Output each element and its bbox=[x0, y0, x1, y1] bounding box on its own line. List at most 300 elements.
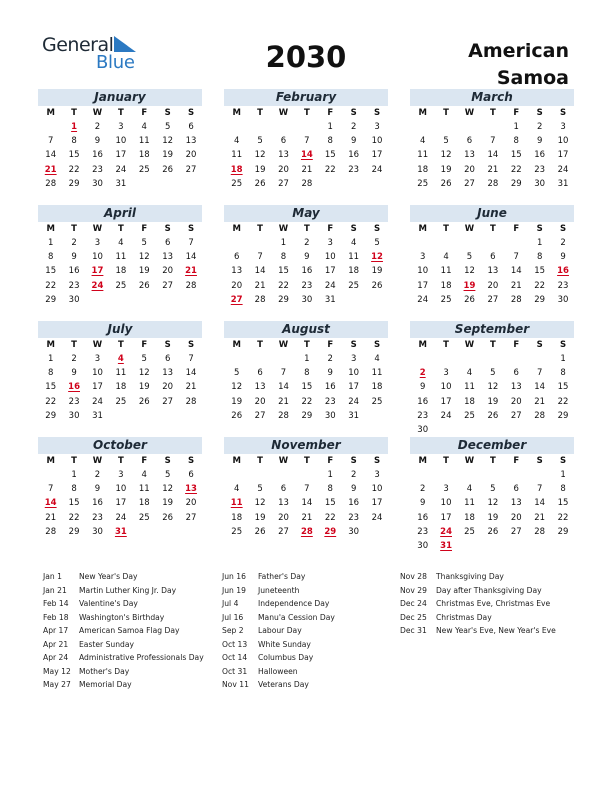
holiday-date: Apr 17 bbox=[43, 626, 69, 635]
day: 2 bbox=[94, 470, 101, 480]
day: 5 bbox=[257, 484, 263, 495]
day: 26 bbox=[138, 396, 150, 407]
month-header: January bbox=[38, 89, 202, 106]
holiday-day: 16 bbox=[557, 266, 569, 277]
day: 6 bbox=[513, 368, 519, 379]
day: 15 bbox=[324, 150, 336, 161]
weekday-label: T bbox=[257, 108, 263, 118]
day: 10 bbox=[440, 498, 452, 509]
weekday-label: S bbox=[373, 224, 381, 234]
day: 27 bbox=[510, 410, 522, 421]
day: 9 bbox=[71, 252, 77, 263]
day: 13 bbox=[254, 382, 266, 393]
holiday-date: Jan 21 bbox=[43, 585, 67, 595]
day: 28 bbox=[534, 410, 546, 421]
day: 31 bbox=[557, 178, 569, 189]
holiday-date: Apr 24 bbox=[43, 653, 69, 662]
empty-day bbox=[272, 352, 295, 366]
empty-day bbox=[248, 120, 271, 134]
holiday-day: 11 bbox=[230, 498, 243, 509]
holiday-date: Jan 1 bbox=[43, 572, 62, 581]
day: 9 bbox=[419, 498, 426, 509]
month-header: August bbox=[224, 321, 388, 338]
day: 9 bbox=[94, 484, 101, 495]
holiday-entry bbox=[400, 624, 556, 638]
day: 18 bbox=[371, 382, 383, 393]
day: 30 bbox=[348, 526, 360, 537]
day: 28 bbox=[45, 526, 57, 537]
day: 5 bbox=[257, 136, 263, 147]
weekday-label: F bbox=[513, 456, 520, 466]
weekday-label: S bbox=[559, 456, 567, 466]
holiday-name: American Samoa Flag Day bbox=[79, 626, 180, 635]
holiday-date: Dec 24 bbox=[400, 599, 427, 608]
day: 21 bbox=[487, 164, 499, 175]
day: 27 bbox=[185, 512, 197, 523]
month-march bbox=[410, 89, 574, 191]
country-line-1: American bbox=[468, 40, 569, 62]
day: 1 bbox=[304, 354, 310, 364]
weekday-label: F bbox=[513, 340, 520, 350]
day: 23 bbox=[534, 164, 546, 175]
weekday-label: S bbox=[373, 108, 381, 118]
day: 11 bbox=[417, 150, 429, 161]
holiday-entry bbox=[222, 597, 335, 611]
day: 31 bbox=[92, 410, 103, 421]
day: 22 bbox=[324, 512, 336, 523]
month-header: February bbox=[224, 89, 388, 106]
holiday-name: Christmas Eve, Christmas Eve bbox=[436, 599, 551, 608]
day: 8 bbox=[71, 484, 77, 495]
holiday-day: 29 bbox=[324, 526, 337, 537]
day: 25 bbox=[231, 526, 243, 537]
month-header: June bbox=[410, 205, 574, 222]
day: 20 bbox=[278, 164, 289, 175]
month-header: October bbox=[38, 437, 202, 454]
day: 18 bbox=[231, 512, 243, 523]
day: 12 bbox=[487, 382, 499, 393]
day-grid bbox=[411, 222, 574, 307]
day: 8 bbox=[327, 484, 333, 495]
day: 13 bbox=[185, 136, 197, 147]
holiday-column bbox=[222, 570, 335, 692]
day: 17 bbox=[371, 498, 383, 509]
weekday-label: S bbox=[536, 224, 543, 234]
day: 16 bbox=[68, 266, 80, 277]
day: 19 bbox=[162, 150, 174, 161]
day: 22 bbox=[68, 512, 80, 523]
weekday-label: W bbox=[92, 224, 103, 234]
weekday-label: F bbox=[141, 456, 148, 466]
holiday-name: Father's Day bbox=[258, 572, 306, 581]
day: 19 bbox=[138, 382, 150, 393]
day: 12 bbox=[440, 150, 452, 161]
holiday-date: Feb 14 bbox=[43, 599, 69, 608]
month-june bbox=[410, 205, 574, 307]
day: 7 bbox=[536, 484, 543, 495]
holiday-date: Jun 19 bbox=[222, 585, 246, 595]
day: 20 bbox=[510, 512, 522, 523]
empty-day bbox=[411, 468, 434, 482]
day: 16 bbox=[92, 150, 103, 161]
day: 25 bbox=[440, 294, 452, 305]
day: 28 bbox=[301, 178, 313, 189]
day: 15 bbox=[45, 382, 57, 393]
day: 14 bbox=[301, 498, 313, 509]
weekday-label: F bbox=[141, 340, 148, 350]
weekday-label: S bbox=[536, 108, 543, 118]
day: 24 bbox=[115, 512, 127, 523]
empty-day bbox=[39, 120, 62, 134]
weekday-label: S bbox=[164, 456, 171, 466]
day: 17 bbox=[92, 382, 103, 393]
holiday-day: 21 bbox=[185, 266, 197, 277]
weekday-label: S bbox=[373, 340, 381, 350]
day: 20 bbox=[185, 150, 197, 161]
holiday-entry bbox=[400, 570, 556, 584]
day-grid bbox=[411, 454, 574, 553]
holiday-entry bbox=[400, 597, 556, 611]
day: 3 bbox=[443, 484, 449, 495]
day: 26 bbox=[254, 178, 266, 189]
day: 14 bbox=[254, 266, 266, 277]
holiday-day: 2 bbox=[419, 368, 426, 379]
holiday-day: 24 bbox=[91, 280, 104, 291]
weekday-label: S bbox=[373, 456, 381, 466]
day: 16 bbox=[324, 382, 336, 393]
day: 2 bbox=[71, 354, 77, 364]
weekday-label: F bbox=[327, 340, 334, 350]
holiday-entry bbox=[400, 584, 556, 598]
month-july bbox=[38, 321, 202, 423]
day: 26 bbox=[162, 164, 174, 175]
day: 5 bbox=[164, 122, 171, 132]
day: 7 bbox=[304, 136, 310, 147]
day: 28 bbox=[487, 178, 499, 189]
day: 25 bbox=[348, 280, 360, 291]
day: 28 bbox=[534, 526, 546, 537]
day: 16 bbox=[301, 266, 313, 277]
weekday-label: T bbox=[71, 340, 77, 350]
weekday-label: S bbox=[187, 108, 195, 118]
holiday-name: Washington's Birthday bbox=[79, 612, 165, 622]
day: 26 bbox=[138, 280, 150, 291]
weekday-label: M bbox=[232, 224, 241, 234]
day: 4 bbox=[443, 252, 449, 263]
day: 24 bbox=[115, 164, 127, 175]
weekday-label: T bbox=[117, 224, 124, 234]
day: 6 bbox=[257, 368, 263, 379]
day-grid bbox=[39, 454, 202, 539]
day: 9 bbox=[94, 136, 101, 147]
weekday-label: W bbox=[464, 340, 475, 350]
day: 8 bbox=[560, 484, 566, 495]
day: 16 bbox=[417, 512, 429, 523]
day: 26 bbox=[464, 294, 475, 305]
day: 10 bbox=[348, 368, 360, 379]
day: 1 bbox=[536, 238, 543, 248]
weekday-label: M bbox=[232, 340, 241, 350]
day: 4 bbox=[374, 354, 380, 364]
weekday-label: M bbox=[418, 340, 427, 350]
day: 12 bbox=[162, 484, 174, 495]
day: 29 bbox=[557, 410, 569, 421]
day-grid bbox=[39, 338, 202, 423]
weekday-label: M bbox=[418, 108, 427, 118]
day: 14 bbox=[278, 382, 289, 393]
holiday-name: New Year's Day bbox=[79, 572, 138, 581]
empty-day bbox=[458, 468, 481, 482]
day: 19 bbox=[162, 498, 174, 509]
day: 10 bbox=[115, 136, 127, 147]
empty-day bbox=[434, 120, 457, 134]
empty-day bbox=[248, 468, 271, 482]
day: 23 bbox=[417, 410, 429, 421]
holiday-column bbox=[400, 570, 556, 638]
month-may bbox=[224, 205, 388, 307]
holiday-name: Valentine's Day bbox=[79, 599, 138, 608]
holiday-entry bbox=[222, 638, 335, 652]
day: 6 bbox=[280, 484, 287, 495]
day: 17 bbox=[440, 396, 452, 407]
day: 15 bbox=[68, 150, 80, 161]
holiday-day: 21 bbox=[44, 164, 57, 175]
day: 6 bbox=[513, 484, 519, 495]
holiday-day: 4 bbox=[117, 354, 124, 364]
day: 15 bbox=[534, 266, 546, 277]
holiday-name: Easter Sunday bbox=[79, 639, 135, 649]
weekday-label: S bbox=[187, 456, 195, 466]
day: 29 bbox=[45, 294, 57, 305]
day: 3 bbox=[350, 354, 357, 364]
holiday-entry bbox=[222, 611, 335, 625]
day: 8 bbox=[71, 136, 77, 147]
day: 10 bbox=[557, 136, 569, 147]
day: 22 bbox=[45, 280, 57, 291]
empty-day bbox=[528, 352, 551, 366]
day: 27 bbox=[464, 178, 475, 189]
day: 30 bbox=[324, 410, 336, 421]
day: 5 bbox=[374, 238, 380, 248]
day: 26 bbox=[440, 178, 452, 189]
day: 26 bbox=[371, 280, 383, 291]
holiday-entry bbox=[43, 597, 204, 611]
day: 30 bbox=[92, 178, 103, 189]
weekday-label: T bbox=[257, 340, 263, 350]
day: 9 bbox=[350, 136, 357, 147]
weekday-label: T bbox=[489, 340, 496, 350]
day: 10 bbox=[92, 252, 103, 263]
day: 21 bbox=[45, 512, 57, 523]
day: 7 bbox=[513, 252, 519, 263]
day: 13 bbox=[510, 382, 522, 393]
day: 29 bbox=[301, 410, 313, 421]
day: 22 bbox=[324, 164, 336, 175]
day-grid bbox=[225, 222, 388, 307]
day: 3 bbox=[118, 122, 124, 132]
month-april bbox=[38, 205, 202, 307]
day: 8 bbox=[560, 368, 566, 379]
weekday-label: M bbox=[232, 456, 241, 466]
day: 29 bbox=[557, 526, 569, 537]
day: 6 bbox=[490, 252, 496, 263]
day: 14 bbox=[45, 150, 57, 161]
day: 12 bbox=[162, 136, 174, 147]
holiday-entry bbox=[43, 638, 204, 652]
holiday-name: Labour Day bbox=[258, 626, 302, 635]
day: 27 bbox=[278, 526, 289, 537]
holiday-date: Oct 13 bbox=[222, 639, 248, 649]
day: 15 bbox=[324, 498, 336, 509]
empty-day bbox=[411, 236, 434, 250]
holiday-name: New Year's Eve, New Year's Eve bbox=[436, 626, 556, 635]
holiday-name: Independence Day bbox=[258, 599, 330, 608]
holiday-date: May 12 bbox=[43, 666, 71, 676]
day: 29 bbox=[278, 294, 289, 305]
weekday-label: S bbox=[187, 224, 195, 234]
day: 23 bbox=[92, 512, 103, 523]
day: 27 bbox=[185, 164, 197, 175]
day: 18 bbox=[138, 498, 150, 509]
day: 3 bbox=[419, 252, 426, 263]
empty-day bbox=[458, 352, 481, 366]
holiday-entry bbox=[43, 611, 204, 625]
day: 13 bbox=[231, 266, 243, 277]
day: 17 bbox=[371, 150, 383, 161]
holiday-name: Memorial Day bbox=[79, 680, 132, 689]
day: 16 bbox=[534, 150, 546, 161]
day: 14 bbox=[534, 498, 546, 509]
day: 28 bbox=[45, 178, 57, 189]
holiday-entry bbox=[222, 624, 335, 638]
day: 28 bbox=[254, 294, 266, 305]
day: 10 bbox=[371, 136, 383, 147]
weekday-label: S bbox=[559, 340, 567, 350]
day: 11 bbox=[464, 382, 475, 393]
day: 2 bbox=[560, 238, 566, 248]
day: 23 bbox=[348, 512, 360, 523]
day: 23 bbox=[324, 396, 336, 407]
empty-day bbox=[434, 352, 457, 366]
weekday-label: T bbox=[117, 456, 124, 466]
weekday-label: T bbox=[71, 456, 77, 466]
day: 19 bbox=[254, 512, 266, 523]
month-header: May bbox=[224, 205, 388, 222]
empty-day bbox=[225, 236, 248, 250]
holiday-name: Christmas Day bbox=[436, 612, 492, 622]
day: 26 bbox=[162, 512, 174, 523]
day: 2 bbox=[536, 122, 543, 132]
day: 12 bbox=[464, 266, 475, 277]
day: 22 bbox=[301, 396, 313, 407]
weekday-label: F bbox=[513, 108, 520, 118]
day: 13 bbox=[487, 266, 499, 277]
holiday-name: Manu'a Cession Day bbox=[258, 612, 335, 622]
holiday-date: Jun 16 bbox=[222, 572, 246, 581]
holiday-day: 13 bbox=[185, 484, 197, 495]
month-header: March bbox=[410, 89, 574, 106]
day: 1 bbox=[327, 470, 333, 480]
empty-day bbox=[272, 120, 295, 134]
day: 23 bbox=[92, 164, 103, 175]
weekday-label: S bbox=[536, 340, 543, 350]
day: 9 bbox=[560, 252, 566, 263]
weekday-label: T bbox=[71, 108, 77, 118]
weekday-label: W bbox=[92, 456, 103, 466]
day: 1 bbox=[47, 238, 54, 248]
weekday-label: M bbox=[46, 108, 55, 118]
day: 20 bbox=[254, 396, 266, 407]
day: 26 bbox=[487, 410, 499, 421]
day: 17 bbox=[115, 498, 127, 509]
weekday-label: T bbox=[443, 108, 449, 118]
empty-day bbox=[411, 352, 434, 366]
day: 19 bbox=[254, 164, 266, 175]
weekday-label: S bbox=[164, 224, 171, 234]
empty-day bbox=[411, 120, 434, 134]
empty-day bbox=[481, 120, 504, 134]
weekday-label: T bbox=[303, 108, 310, 118]
day: 25 bbox=[464, 526, 475, 537]
weekday-label: M bbox=[46, 456, 55, 466]
day: 3 bbox=[327, 238, 333, 248]
weekday-label: W bbox=[278, 224, 289, 234]
day: 11 bbox=[115, 252, 127, 263]
holiday-date: Nov 28 bbox=[400, 572, 427, 581]
holiday-day: 28 bbox=[300, 526, 313, 537]
holiday-entry bbox=[222, 678, 335, 692]
holiday-day: 19 bbox=[463, 280, 476, 291]
day: 21 bbox=[534, 512, 546, 523]
empty-day bbox=[434, 236, 457, 250]
day: 8 bbox=[304, 368, 310, 379]
day: 19 bbox=[487, 512, 499, 523]
day: 9 bbox=[536, 136, 543, 147]
holiday-entry bbox=[43, 570, 204, 584]
day: 25 bbox=[464, 410, 475, 421]
weekday-label: T bbox=[303, 224, 310, 234]
holiday-name: Martin Luther King Jr. Day bbox=[79, 585, 177, 595]
holiday-day: 14 bbox=[44, 498, 57, 509]
holiday-entry bbox=[222, 665, 335, 679]
day: 21 bbox=[301, 164, 313, 175]
day: 6 bbox=[164, 238, 171, 248]
holiday-entry bbox=[400, 611, 556, 625]
month-february bbox=[224, 89, 388, 191]
day: 18 bbox=[417, 164, 429, 175]
holiday-name: Veterans Day bbox=[258, 680, 309, 689]
holiday-date: Dec 25 bbox=[400, 612, 427, 622]
day: 7 bbox=[188, 354, 194, 364]
day: 13 bbox=[162, 252, 174, 263]
weekday-label: T bbox=[303, 456, 310, 466]
day: 15 bbox=[45, 266, 57, 277]
weekday-label: W bbox=[278, 108, 289, 118]
day: 22 bbox=[278, 280, 289, 291]
day: 7 bbox=[47, 136, 54, 147]
weekday-label: F bbox=[327, 456, 334, 466]
day: 15 bbox=[278, 266, 289, 277]
day: 28 bbox=[278, 410, 289, 421]
weekday-label: T bbox=[117, 340, 124, 350]
day: 8 bbox=[513, 136, 519, 147]
day: 18 bbox=[464, 396, 475, 407]
day: 9 bbox=[350, 484, 357, 495]
day: 23 bbox=[348, 164, 360, 175]
weekday-label: F bbox=[513, 224, 520, 234]
day: 13 bbox=[510, 498, 522, 509]
day: 11 bbox=[371, 368, 383, 379]
